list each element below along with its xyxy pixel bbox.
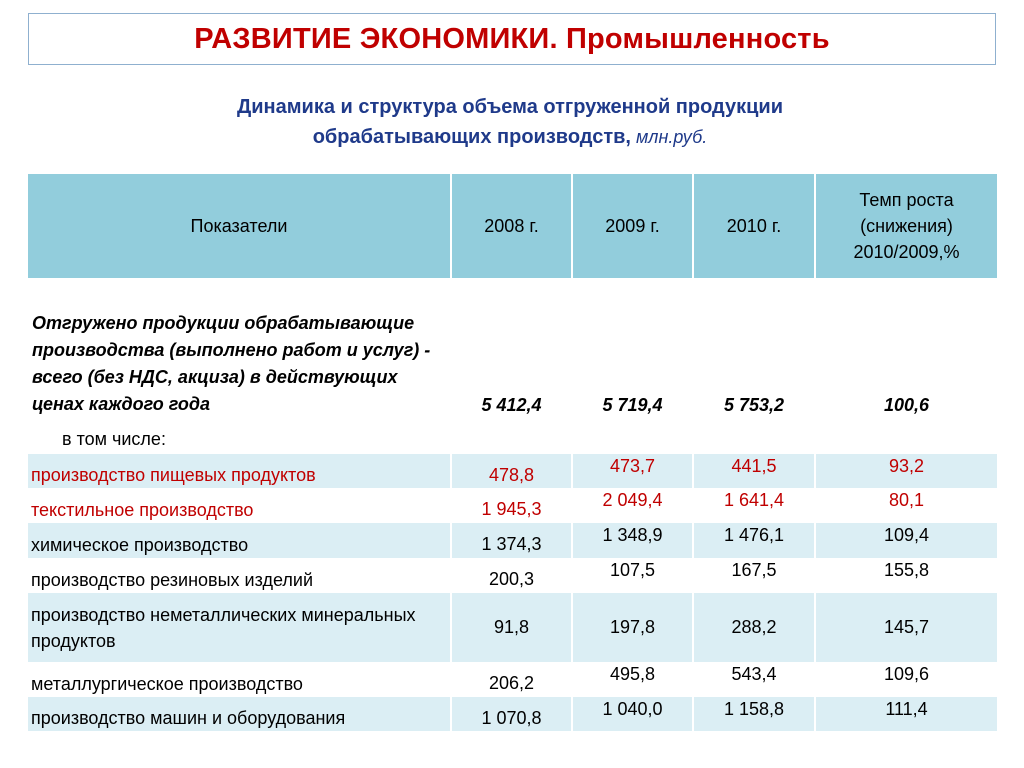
cell-growth: 155,8 <box>815 558 997 593</box>
row-label: металлургическое производство <box>28 662 451 697</box>
cell-2009: 5 719,4 <box>572 278 693 424</box>
cell-2009: 473,7 <box>572 454 693 488</box>
row-label: текстильное производство <box>28 488 451 523</box>
cell-2010: 5 753,2 <box>693 278 815 424</box>
caption-unit: млн.руб. <box>630 127 708 147</box>
cell-growth: 93,2 <box>815 454 997 488</box>
cell-2010: 441,5 <box>693 454 815 488</box>
caption-line-2-text: обрабатывающих производств, <box>312 126 631 148</box>
cell-2009: 1 040,0 <box>572 697 693 731</box>
production-table <box>28 174 997 731</box>
row-label: химическое производство <box>28 523 451 558</box>
cell-2008: 1 374,3 <box>451 523 572 558</box>
table-row-total <box>28 278 997 424</box>
table-row-including <box>28 424 997 454</box>
cell-growth: 145,7 <box>815 593 997 662</box>
table-row <box>28 593 997 662</box>
column-header-2010: 2010 г. <box>693 174 815 278</box>
cell-2008: 200,3 <box>451 558 572 593</box>
caption-line-2 <box>110 122 910 152</box>
cell-growth: 109,6 <box>815 662 997 697</box>
including-label: в том числе: <box>28 424 451 454</box>
cell-growth: 80,1 <box>815 488 997 523</box>
row-label: производство машин и оборудования <box>28 697 451 731</box>
caption-line-1: Динамика и структура объема отгруженной продукции <box>236 96 784 118</box>
row-label: производство пищевых продуктов <box>28 454 451 488</box>
cell-2008: 5 412,4 <box>451 278 572 424</box>
table-row <box>28 454 997 488</box>
page-title: РАЗВИТИЕ ЭКОНОМИКИ. Промышленность <box>194 22 830 55</box>
cell-2009: 107,5 <box>572 558 693 593</box>
cell-2010: 1 476,1 <box>693 523 815 558</box>
row-label: производство резиновых изделий <box>28 558 451 593</box>
row-label: производство неметаллических минеральных продуктов <box>28 593 451 662</box>
cell-2008: 1 070,8 <box>451 697 572 731</box>
table-row <box>28 558 997 593</box>
cell-2009: 2 049,4 <box>572 488 693 523</box>
cell-2009: 1 348,9 <box>572 523 693 558</box>
cell-2010: 167,5 <box>693 558 815 593</box>
cell-growth: 109,4 <box>815 523 997 558</box>
cell-growth: 100,6 <box>815 278 997 424</box>
column-header-growth: Темп роста (снижения) 2010/2009,% <box>815 174 997 278</box>
cell-2010: 288,2 <box>693 593 815 662</box>
cell-2009: 495,8 <box>572 662 693 697</box>
table-row <box>28 662 997 697</box>
column-header-indicator: Показатели <box>28 174 451 278</box>
table-row <box>28 488 997 523</box>
cell-2010: 543,4 <box>693 662 815 697</box>
column-header-2008: 2008 г. <box>451 174 572 278</box>
cell-2008: 91,8 <box>451 593 572 662</box>
cell-2008: 206,2 <box>451 662 572 697</box>
title-box <box>28 13 996 65</box>
column-header-2009: 2009 г. <box>572 174 693 278</box>
cell-2009: 197,8 <box>572 593 693 662</box>
cell-2008: 1 945,3 <box>451 488 572 523</box>
table-row <box>28 523 997 558</box>
cell-2008: 478,8 <box>451 454 572 488</box>
cell-growth: 111,4 <box>815 697 997 731</box>
cell-2010: 1 158,8 <box>693 697 815 731</box>
table-header-row <box>28 174 997 278</box>
table-caption <box>110 92 910 152</box>
row-label: Отгружено продукции обрабатывающие производства (выполнено работ и услуг) - всего (без НДС, акциза) в действующих ценах каждого года <box>28 278 451 424</box>
cell-2010: 1 641,4 <box>693 488 815 523</box>
table-row <box>28 697 997 731</box>
